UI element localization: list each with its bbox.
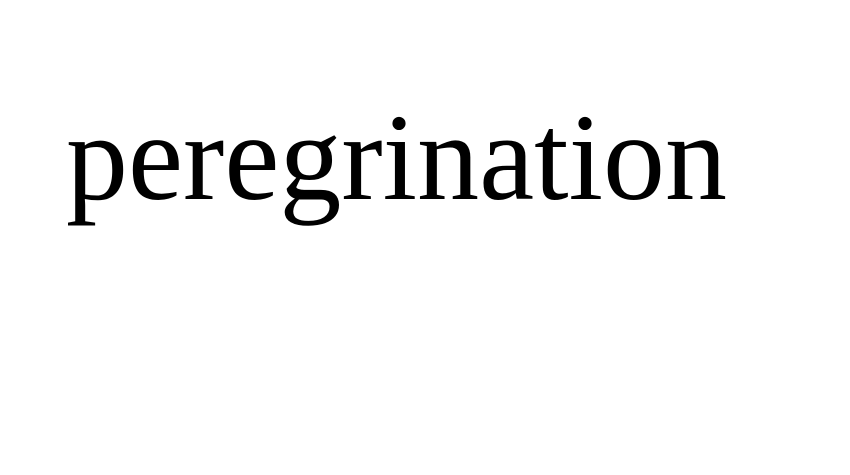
word-text: peregrination (66, 89, 728, 226)
